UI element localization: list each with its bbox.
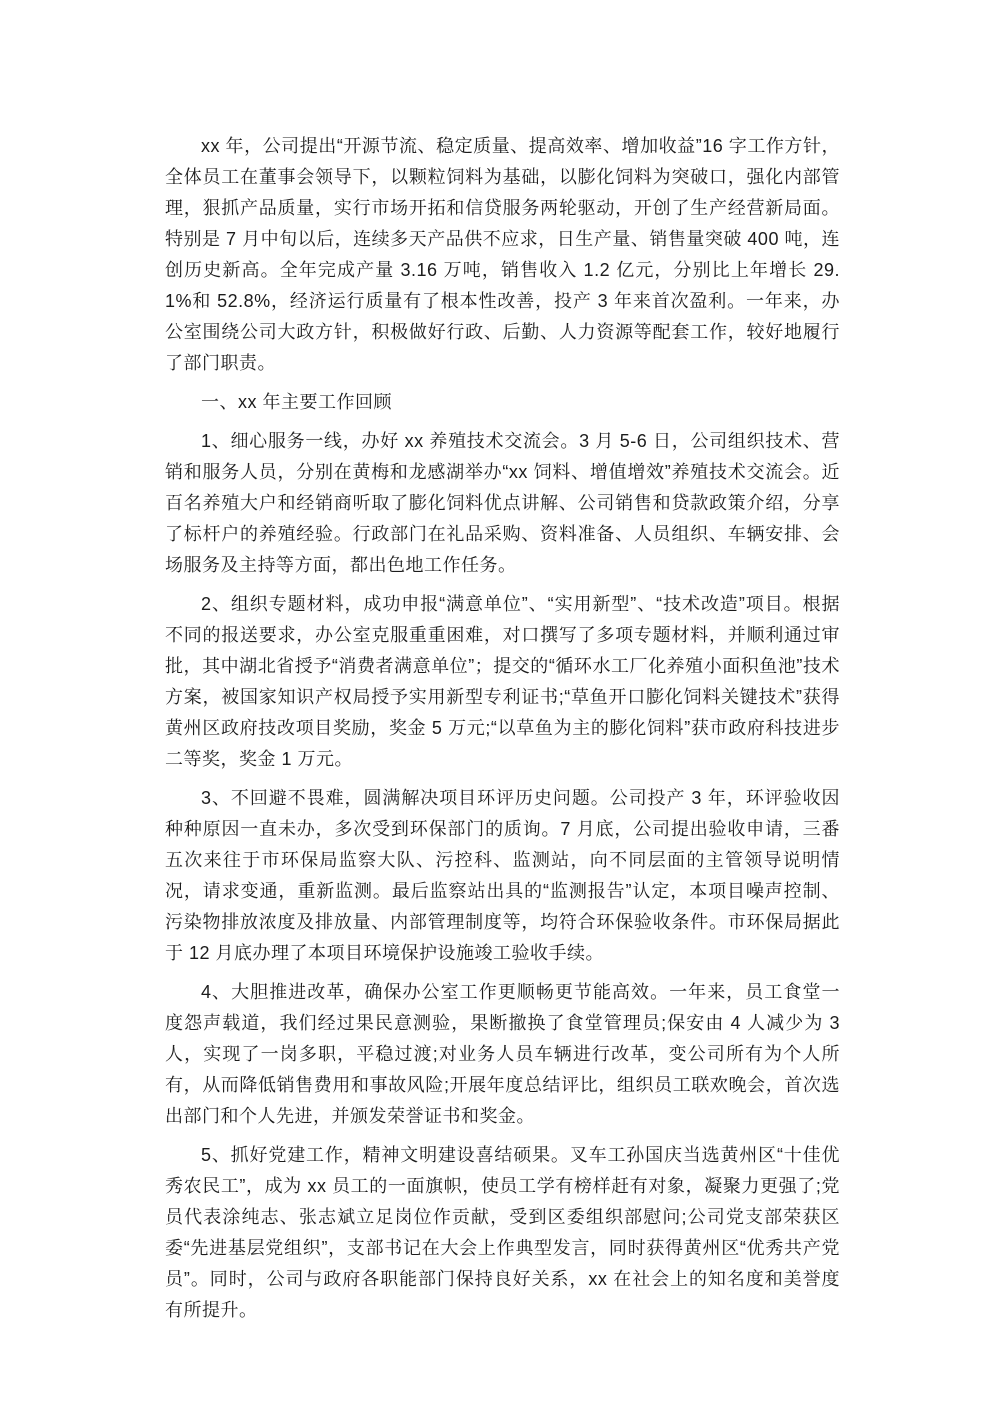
paragraph-point-2: 2、组织专题材料，成功申报“满意单位”、“实用新型”、“技术改造”项目。根据不同的报送要求，办公室克服重重困难，对口撰写了多项专题材料，并顺利通过审批，其中湖北省授予“消费者满意单位”；提交的“循环水工厂化养殖小面积鱼池”技术方案，被国家知识产权局授予实用新型专利证书;“草鱼开口膨化饲料关键技术”获得黄州区政府技改项目奖励，奖金 5 万元;“以草鱼为主的膨化饲料”获市政府科技进步二等奖，奖金 1 万元。 xyxy=(165,594,840,769)
paragraph-point-3: 3、不回避不畏难，圆满解决项目环评历史问题。公司投产 3 年，环评验收因种种原因一直未办，多次受到环保部门的质询。7 月底，公司提出验收申请，三番五次来往于市环保局监察大队、污控科、监测站，向不同层面的主管领导说明情况，请求变通，重新监测。最后监察站出具的“监测报告”认定，本项目噪声控制、污染物排放浓度及排放量、内部管理制度等，均符合环保验收条件。市环保局据此于 12 月底办理了本项目环境保护设施竣工验收手续。 xyxy=(165,788,840,963)
paragraph-point-1: 1、细心服务一线，办好 xx 养殖技术交流会。3 月 5-6 日，公司组织技术、营销和服务人员，分别在黄梅和龙感湖举办“xx 饲料、增值增效”养殖技术交流会。近百名养殖大户和经销商听取了膨化饲料优点讲解、公司销售和贷款政策介绍，分享了标杆户的养殖经验。行政部门在礼品采购、资料准备、人员组织、车辆安排、会场服务及主持等方面，都出色地工作任务。 xyxy=(165,431,840,575)
paragraph-point-4: 4、大胆推进改革，确保办公室工作更顺畅更节能高效。一年来，员工食堂一度怨声载道，我们经过果民意测验，果断撤换了食堂管理员;保安由 4 人减少为 3 人，实现了一岗多职，平稳过渡;对业务人员车辆进行改革，变公司所有为个人所有，从而降低销售费用和事故风险;开展年度总结评比，组织员工联欢晚会，首次选出部门和个人先进，并颁发荣誉证书和奖金。 xyxy=(165,982,840,1126)
section-heading: 一、xx 年主要工作回顾 xyxy=(201,392,393,412)
paragraph-point-5: 5、抓好党建工作，精神文明建设喜结硕果。叉车工孙国庆当选黄州区“十佳优秀农民工”，成为 xx 员工的一面旗帜，使员工学有榜样赶有对象，凝聚力更强了;党员代表涂纯志、张志斌立足岗位作贡献，受到区委组织部慰问;公司党支部荣获区委“先进基层党组织”，支部书记在大会上作典型发言，同时获得黄州区“优秀共产党员”。同时，公司与政府各职能部门保持良好关系，xx 在社会上的知名度和美誉度有所提升。 xyxy=(165,1145,840,1320)
paragraph-intro: xx 年，公司提出“开源节流、稳定质量、提高效率、增加收益”16 字工作方针，全体员工在董事会领导下，以颗粒饲料为基础，以膨化饲料为突破口，强化内部管理，狠抓产品质量，实行市场开拓和信贷服务两轮驱动，开创了生产经营新局面。特别是 7 月中旬以后，连续多天产品供不应求，日生产量、销售量突破 400 吨，连创历史新高。全年完成产量 3.16 万吨，销售收入 1.2 亿元，分别比上年增长 29.1%和 52.8%，经济运行质量有了根本性改善，投产 3 年来首次盈利。一年来，办公室围绕公司大政方针，积极做好行政、后勤、人力资源等配套工作，较好地履行了部门职责。 xyxy=(165,136,840,373)
